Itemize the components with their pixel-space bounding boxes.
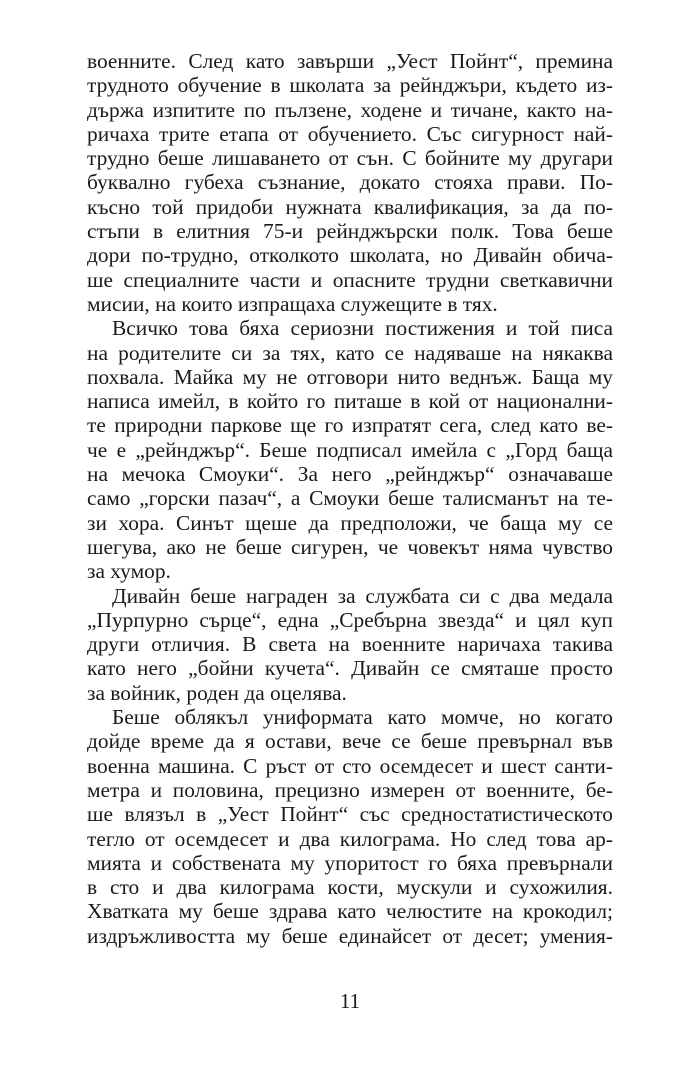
text-line: зи хора. Синът щеше да предположи, че баща му се — [87, 510, 613, 535]
text-line: в сто и два килограма кости, мускули и сухожилия. — [87, 875, 613, 900]
text-line: те природни паркове ще го изпратят сега, след като ве- — [87, 413, 613, 438]
text-line: шегува, ако не беше сигурен, че човекът няма чувство — [87, 534, 613, 559]
paragraph-3 — [87, 584, 613, 705]
text-line: само „горски пазач“, а Смоуки беше талисманът на те- — [87, 486, 613, 511]
text-line: похвала. Майка му не отговори нито веднъж. Баща му — [87, 364, 613, 389]
text-line: на мечока Смоуки“. За него „рейнджър“ означаваше — [87, 462, 613, 487]
paragraph-2 — [87, 316, 613, 583]
text-line: военна машина. С ръст от сто осемдесет и шест санти- — [87, 753, 613, 778]
text-line: стъпи в елитния 75-и рейнджърски полк. Това беше — [87, 219, 613, 244]
text-line: буквално губеха съзнание, докато стояха прави. По- — [87, 170, 613, 195]
text-line: Хватката му беше здрава като челюстите на крокодил; — [87, 899, 613, 924]
paragraph-1 — [87, 49, 613, 316]
paragraph-4 — [87, 705, 613, 948]
text-line: мията и собствената му упоритост го бяха превърнали — [87, 850, 613, 875]
text-line: на родителите си за тях, като се надяваше на някаква — [87, 340, 613, 365]
text-line: Беше облякъл униформата като момче, но когато — [112, 705, 613, 730]
text-line: написа имейл, в който го питаше в кой от национални- — [87, 389, 613, 414]
text-line: метра и половина, прецизно измерен от военните, бе- — [87, 777, 613, 802]
text-line: ше специалните части и опасните трудни светкавични — [87, 267, 613, 292]
text-line: Всичко това бяха сериозни постижения и той писа — [112, 316, 613, 341]
text-line: дори по-трудно, отколкото школата, но Дивайн обича- — [87, 243, 613, 268]
text-line: други отличия. В света на военните наричаха такива — [87, 632, 613, 657]
text-line: мисии, на които изпращаха служещите в тях. — [87, 291, 498, 316]
text-line: тегло от осемдесет и два килограма. Но след това ар- — [87, 826, 613, 851]
text-line: издръжливостта му беше единайсет от десет; умения- — [87, 923, 613, 948]
text-line: Дивайн беше награден за службата си с два медала — [112, 583, 613, 608]
text-line: трудното обучение в школата за рейнджъри, където из- — [87, 73, 613, 98]
text-line: държа изпитите по пълзене, ходене и тичане, както на- — [87, 97, 613, 122]
text-line: за хумор. — [87, 559, 171, 584]
text-line: късно той придоби нужната квалификация, за да по- — [87, 194, 613, 219]
body-text — [87, 49, 613, 948]
text-line: ричаха трите етапа от обучението. Със сигурност най- — [87, 121, 613, 146]
text-line: за войник, роден да оцелява. — [87, 680, 347, 705]
text-line: ше влязъл в „Уест Пойнт“ със средностатистическото — [87, 802, 613, 827]
page-number: 11 — [339, 989, 361, 1013]
text-line: военните. След като завърши „Уест Пойнт“, премина — [87, 49, 613, 73]
text-line: трудно беше лишаването от сън. С бойните му другари — [87, 146, 613, 171]
text-line: като него „бойни кучета“. Дивайн се смяташе просто — [87, 656, 613, 681]
text-line: дойде време да я остави, вече се беше превърнал във — [87, 729, 613, 754]
text-line: че е „рейнджър“. Беше подписал имейла с „Горд баща — [87, 437, 613, 462]
text-line: „Пурпурно сърце“, една „Сребърна звезда“ и цял куп — [87, 607, 613, 632]
